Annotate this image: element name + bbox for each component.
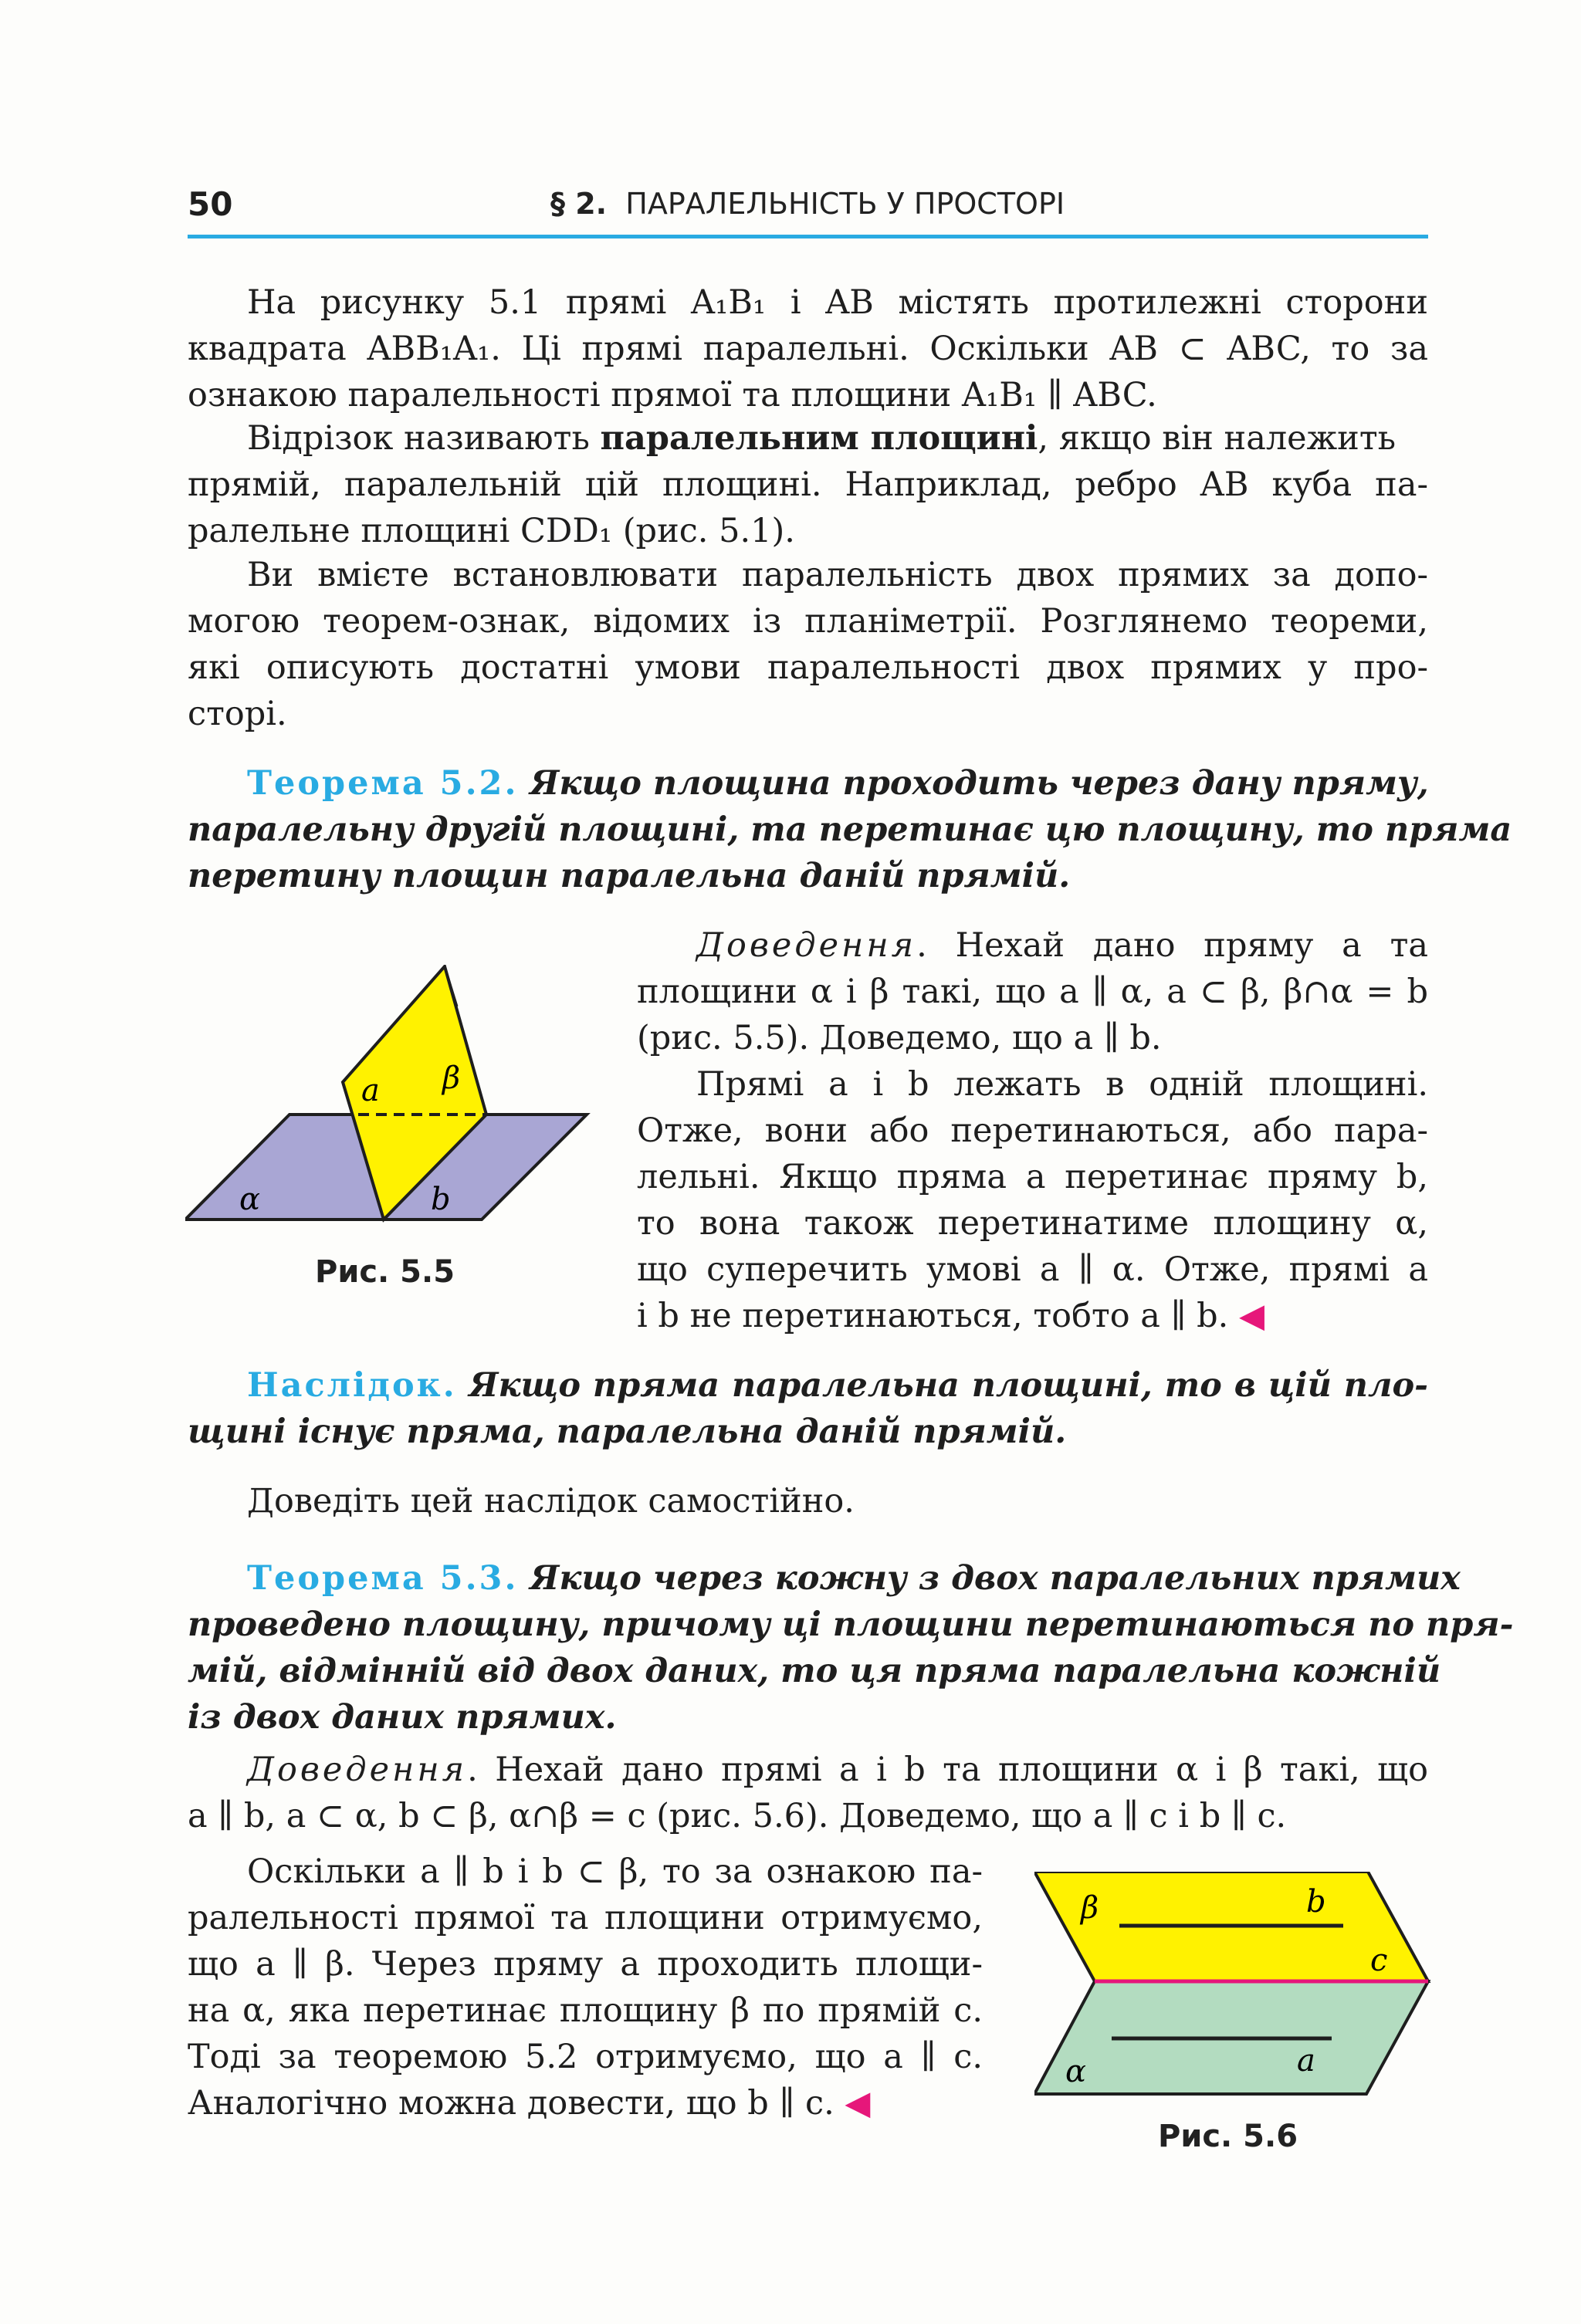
label-b: b [431, 1182, 451, 1217]
end-of-proof-icon: ◀ [845, 2084, 871, 2123]
paragraph-2 [188, 415, 1428, 554]
text-line: Ви вмієте встановлювати паралельність двох прямих за допо- [247, 556, 1428, 594]
text-line: Доведення. Нехай дано прямі a і b та площини α і β такі, що [247, 1751, 1428, 1789]
figure-5-5-caption: Рис. 5.5 [315, 1254, 455, 1290]
running-head [550, 187, 1065, 221]
text-line: прямій, паралельній цій площині. Наприклад, ребро AB куба па- [188, 465, 1428, 504]
theorem-5-3 [188, 1555, 1514, 1740]
theorem-label: Теорема 5.3. [247, 1559, 519, 1598]
figure-5-6-caption: Рис. 5.6 [1158, 2119, 1298, 2154]
text-line: і b не перетинаються, тобто a ∥ b. ◀ [637, 1297, 1265, 1335]
text-line: сторі. [188, 695, 287, 733]
text-line: паралельну другій площині, та перетинає цю площину, то пряма [188, 810, 1512, 849]
paragraph-1 [188, 279, 1428, 418]
text-line: Наслідок. Якщо пряма паралельна площині, то в цій пло- [247, 1366, 1428, 1405]
text-line: квадрата ABB₁A₁. Ці прямі паралельні. Оскільки AB ⊂ ABC, то за [188, 330, 1428, 368]
text-line: що a ∥ β. Через пряму a проходить площи- [188, 1945, 983, 1984]
proof-label: Доведення [696, 926, 917, 965]
section-number: § 2. [550, 187, 608, 221]
theorem-5-2 [188, 760, 1512, 899]
label-c: c [1370, 1943, 1388, 1978]
text-line: ознакою паралельності прямої та площини A₁B₁ ∥ ABC. [188, 376, 1157, 414]
end-of-proof-icon: ◀ [1239, 1297, 1265, 1335]
text-line: Теорема 5.2. Якщо площина проходить через дану пряму, [247, 764, 1429, 803]
section-title: ПАРАЛЕЛЬНІСТЬ У ПРОСТОРІ [625, 187, 1065, 221]
label-b: b [1306, 1884, 1326, 1920]
proof-label: Доведення [247, 1751, 468, 1789]
text-line: Тоді за теоремою 5.2 отримуємо, що a ∥ c. [188, 2038, 983, 2076]
text-line: на α, яка перетинає площину β по прямій c. [188, 1991, 983, 2030]
text-line: щині існує пряма, паралельна даній прямій. [188, 1412, 1067, 1451]
text-line: то вона також перетинатиме площину α, [637, 1204, 1428, 1243]
label-beta: β [1081, 1890, 1099, 1926]
text-line: мій, відмінній від двох даних, то ця пряма паралельна кожній [188, 1652, 1441, 1690]
proof-5-2 [637, 922, 1428, 1339]
theorem-label: Теорема 5.2. [247, 764, 519, 803]
text-line: (рис. 5.5). Доведемо, що a ∥ b. [637, 1019, 1162, 1057]
text-line: Аналогічно можна довести, що b ∥ c. ◀ [188, 2084, 871, 2123]
figure-5-5 [185, 965, 602, 1243]
text-line: На рисунку 5.1 прямі A₁B₁ і AB містять протилежні сторони [247, 283, 1428, 322]
text-line: Доведіть цей наслідок самостійно. [247, 1482, 855, 1521]
page-header [188, 179, 1428, 238]
text-line: a ∥ b, a ⊂ α, b ⊂ β, α∩β = c (рис. 5.6). Доведемо, що a ∥ c і b ∥ c. [188, 1797, 1287, 1835]
text-line: Доведення. Нехай дано пряму a та [696, 926, 1428, 965]
corollary [188, 1362, 1428, 1455]
text-line: площини α і β такі, що a ∥ α, a ⊂ β, β∩α = b [637, 973, 1428, 1011]
text-line: проведено площину, причому ці площини перетинаються по пря- [188, 1605, 1514, 1644]
text-line: Отже, вони або перетинаються, або пара- [637, 1111, 1428, 1150]
page-number: 50 [188, 185, 233, 223]
label-a: a [1297, 2043, 1315, 2079]
text-line: ралельне площині CDD₁ (рис. 5.1). [188, 512, 795, 550]
text-line: Оскільки a ∥ b і b ⊂ β, то за ознакою па- [247, 1852, 983, 1891]
proof-5-3-body [188, 1849, 983, 2126]
text-line: що суперечить умові a ∥ α. Отже, прямі a [637, 1250, 1428, 1289]
text-line: Відрізок називають паралельним площині, якщо він належить [247, 419, 1396, 458]
corollary-note [188, 1478, 1428, 1524]
label-a: a [361, 1073, 380, 1108]
corollary-label: Наслідок. [247, 1366, 457, 1405]
proof-5-3-intro [188, 1747, 1428, 1839]
text-line: лельні. Якщо пряма a перетинає пряму b, [637, 1158, 1428, 1196]
text-line: могою теорем-ознак, відомих із планіметрії. Розглянемо теореми, [188, 602, 1428, 641]
text-line: перетину площин паралельна даній прямій. [188, 857, 1071, 895]
text-line: Прямі a і b лежать в одній площині. [696, 1065, 1428, 1104]
figure-5-6 [1034, 1872, 1436, 2103]
paragraph-3 [188, 552, 1428, 737]
text-line: Теорема 5.3. Якщо через кожну з двох паралельних прямих [247, 1559, 1461, 1598]
label-alpha: α [239, 1182, 261, 1217]
text-line: із двох даних прямих. [188, 1698, 617, 1737]
term-parallel-to-plane: паралельним площині [600, 419, 1038, 458]
text-line: ралельності прямої та площини отримуємо, [188, 1899, 983, 1937]
label-beta: β [442, 1061, 461, 1096]
label-alpha: α [1065, 2054, 1087, 2089]
text-line: які описують достатні умови паралельності двох прямих у про- [188, 648, 1428, 687]
